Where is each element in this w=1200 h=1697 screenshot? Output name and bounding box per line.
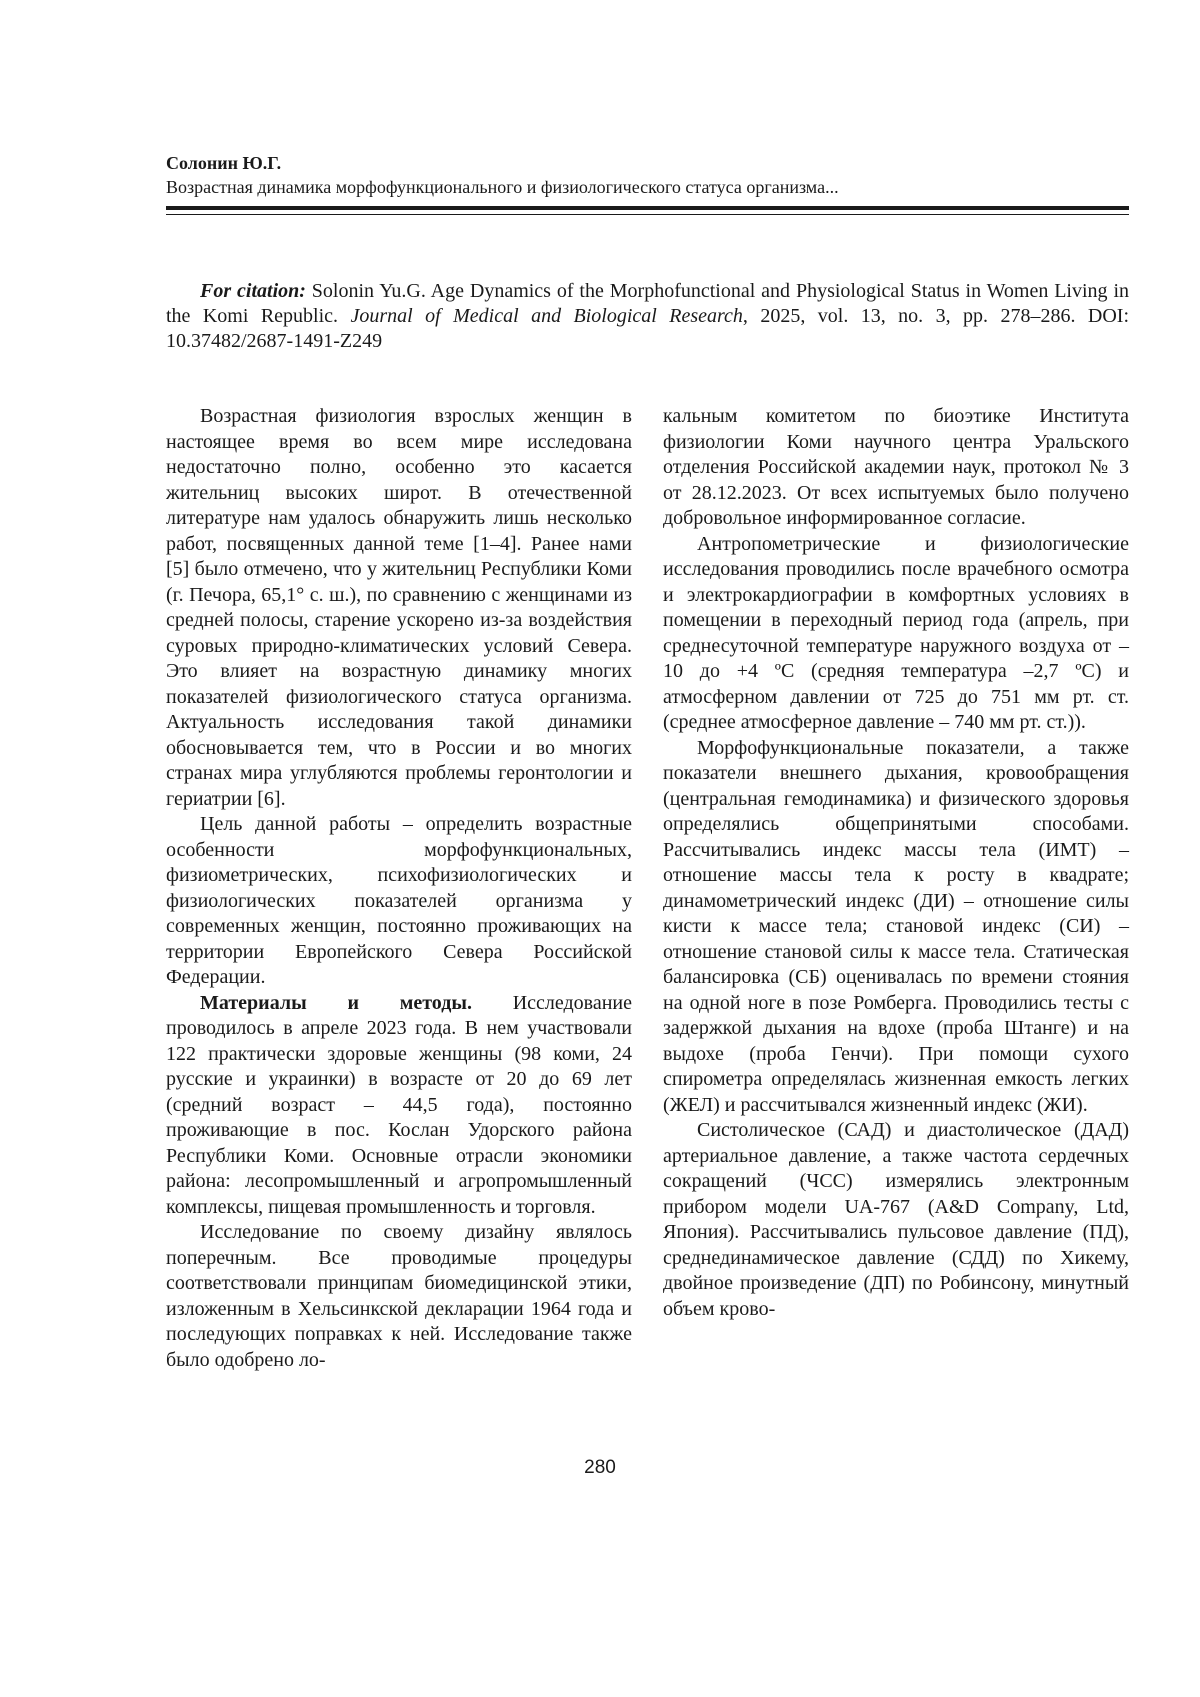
citation-lead: For citation:	[200, 280, 306, 302]
section-heading-materials: Материалы и методы.	[200, 991, 472, 1014]
running-header-author: Солонин Ю.Г.	[166, 153, 282, 173]
citation-block	[166, 279, 1129, 354]
paragraph-intro: Возрастная физиология взрослых женщин в настоящее время во всем мире исследована недостаточно полно, особенно это касается жительниц высоких широт. В отечественной литературе нам удалось обнаружить лишь несколько работ, посвященных данной теме [1–4]. Ранее нами [5] было отмечено, что у жительниц Республики Коми (г. Печора, 65,1° с. ш.), по сравнению с женщинами из средней полосы, старение ускорено из-за воздействия суровых природно-климатических условий Севера. Это влияет на возрастную динамику многих показателей физиологического статуса организма. Актуальность исследования такой динамики обосновывается тем, что в России и во многих странах мира углубляются проблемы геронтологии и гериатрии [6].	[166, 405, 632, 810]
running-header-title: Возрастная динамика морфофункционального и физиологического статуса организма...	[166, 177, 839, 197]
citation-journal: Journal of Medical and Biological Research	[350, 305, 743, 327]
paragraph-materials	[166, 991, 632, 1221]
paragraph-conditions: Антропометрические и физиологические исследования проводились после врачебного осмотра и электрокардиографии в комфортных условиях в помещении в переходный период года (апрель, при среднесуточной температуре наружного воздуха от –10 до +4 ºС (средняя температура –2,7 ºС) и атмосферном давлении от 725 до 751 мм рт. ст. (среднее атмосферное давление – 740 мм рт. ст.)).	[663, 532, 1129, 733]
paragraph-blood-pressure: Систолическое (САД) и диастолическое (ДАД) артериальное давление, а также частота сердечных сокращений (ЧСС) измерялись электронным прибором модели UA-767 (A&D Company, Ltd, Япония). Рассчитывались пульсовое давление (ПД), среднединамическое давление (СДД) по Хикему, двойное произведение (ДП) по Робинсону, минутный объем крово-	[663, 1119, 1129, 1320]
paragraph-indicators: Морфофункциональные показатели, а также показатели внешнего дыхания, кровообращения (центральная гемодинамика) и физического здоровья определялись общепринятыми способами. Рассчитывались индекс массы тела (ИМТ) – отношение массы тела к росту в квадрате; динамометрический индекс (ДИ) – отношение силы кисти к массе тела; становой индекс (СИ) – отношение становой силы к массе тела. Статическая балансировка (СБ) оценивалась по времени стояния на одной ноге в позе Ромберга. Проводились тесты с задержкой дыхания на вдохе (проба Штанге) и на выдохе (проба Генчи). При помощи сухого спирометра определялась жизненная емкость легких (ЖЕЛ) и рассчитывался жизненный индекс (ЖИ).	[663, 736, 1129, 1116]
left-column	[166, 404, 632, 1373]
right-column	[663, 404, 1129, 1322]
paragraph-aim: Цель данной работы – определить возрастные особенности морфофункциональных, физиометрических, психофизиологических и физиологических показателей организма у современных женщин, постоянно проживающих на территории Европейского Севера Российской Федерации.	[166, 813, 632, 988]
citation-text-2: , 2025, vol. 13, no. 3, pp. 278–286. DOI: 10.37482/2687-1491-Z249	[166, 305, 1129, 352]
citation-text-1: Solonin Yu.G. Age Dynamics of the Morphofunctional and Physiological Status in Women Living in the Komi Republic.	[166, 280, 1129, 327]
paragraph-materials-text: Исследование проводилось в апреле 2023 года. В нем участвовали 122 практически здоровые женщины (98 коми, 24 русские и украинки) в возрасте от 20 до 69 лет (средний возраст – 44,5 года), постоянно проживающие в пос. Кослан Удорского района Республики Коми. Основные отрасли экономики района: лесопромышленный и агропромышленный комплексы, пищевая промышленность и торговля.	[166, 991, 632, 1218]
paragraph-design: Исследование по своему дизайну являлось поперечным. Все проводимые процедуры соответствовали принципам биомедицинской этики, изложенным в Хельсинкской декларации 1964 года и последующих поправках к ней. Исследование также было одобрено ло-	[166, 1221, 632, 1371]
page-number: 280	[584, 1457, 616, 1478]
header-rule-thin	[166, 214, 1129, 215]
paragraph-ethics-continued: кальным комитетом по биоэтике Института физиологии Коми научного центра Уральского отделения Российской академии наук, протокол № 3 от 28.12.2023. От всех испытуемых было получено добровольное информированное согласие.	[663, 405, 1129, 529]
header-rule-thick	[166, 206, 1129, 210]
running-header	[166, 152, 1035, 198]
